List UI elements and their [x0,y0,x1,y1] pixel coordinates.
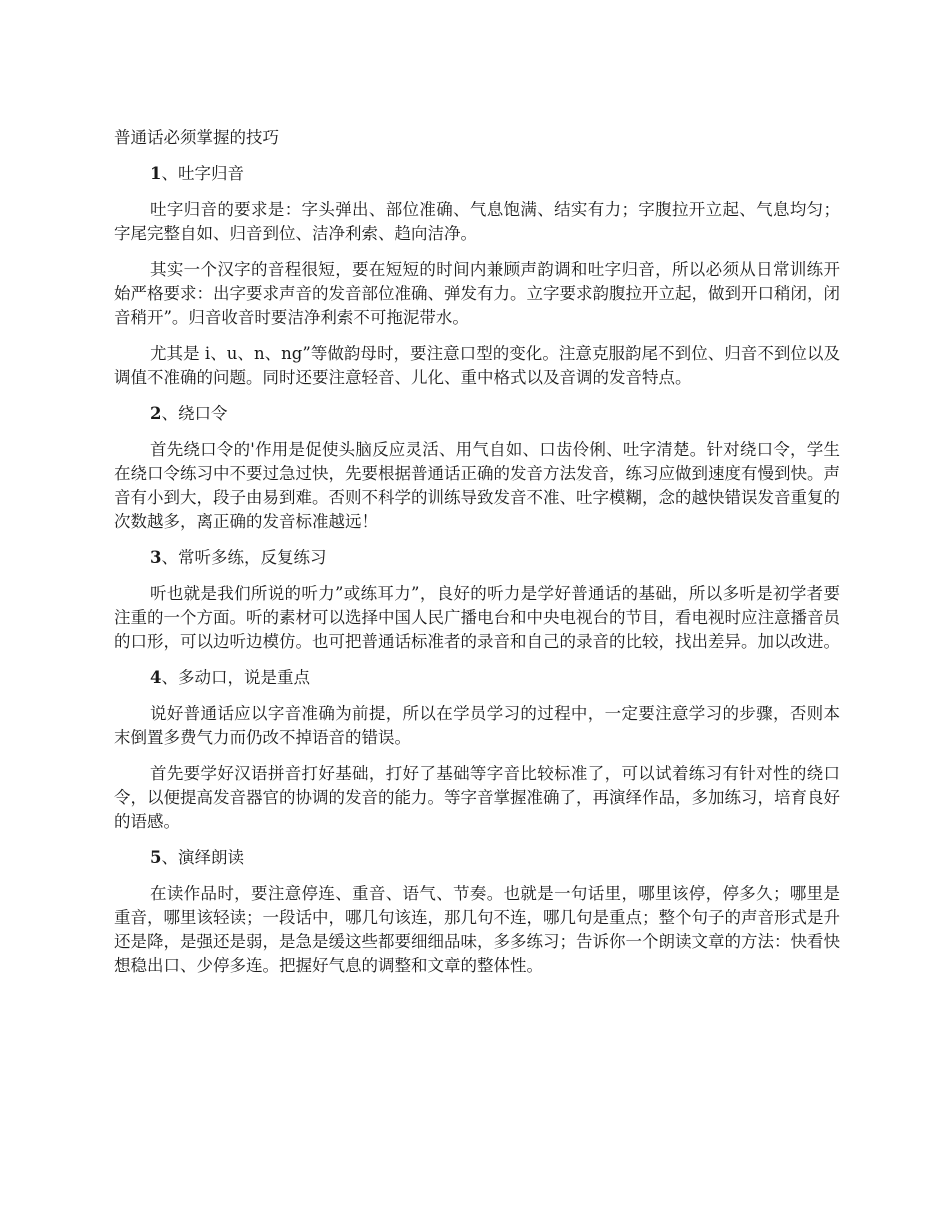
section-heading-text: 、演绎朗读 [161,848,244,867]
section-heading-text: 、多动口，说是重点 [161,668,310,687]
section-heading [114,402,840,426]
document-page [114,126,840,990]
section-heading [114,546,840,570]
section-number: 5 [150,848,162,867]
section-heading [114,846,840,870]
section-4 [114,666,840,834]
paragraph: 其实一个汉字的音程很短，要在短短的时间内兼顾声韵调和吐字归音，所以必须从日常训练开始严格要求：出字要求声音的发音部位准确、弹发有力。立字要求韵腹拉开立起，做到开口稍闭，闭音稍开”。归音收音时要洁净利索不可拖泥带水。 [114,260,840,327]
section-3 [114,546,840,654]
paragraph: 吐字归音的要求是：字头弹出、部位准确、气息饱满、结实有力；字腹拉开立起、气息均匀；字尾完整自如、归音到位、洁净利索、趋向洁净。 [114,200,840,243]
section-heading [114,666,840,690]
paragraph: 首先绕口令的'作用是促使头脑反应灵活、用气自如、口齿伶俐、吐字清楚。针对绕口令，学生在绕口令练习中不要过急过快，先要根据普通话正确的发音方法发音，练习应做到速度有慢到快。声音有小到大，段子由易到难。否则不科学的训练导致发音不准、吐字模糊，念的越快错误发音重复的次数越多，离正确的发音标准越远！ [114,440,840,531]
section-1 [114,162,840,390]
section-number: 3 [150,548,162,567]
paragraph: 说好普通话应以字音准确为前提，所以在学员学习的过程中，一定要注意学习的步骤，否则本末倒置多费气力而仍改不掉语音的错误。 [114,704,840,747]
section-number: 4 [150,668,162,687]
paragraph: 在读作品时，要注意停连、重音、语气、节奏。也就是一句话里，哪里该停，停多久；哪里是重音，哪里该轻读；一段话中，哪几句该连，那几句不连，哪几句是重点；整个句子的声音形式是升还是降，是强还是弱，是急是缓这些都要细细品味，多多练习；告诉你一个朗读文章的方法：快看快想稳出口、少停多连。把握好气息的调整和文章的整体性。 [114,884,840,975]
section-number: 2 [150,404,162,423]
section-heading-text: 、绕口令 [161,404,228,423]
paragraph: 尤其是 i、u、n、ng”等做韵母时，要注意口型的变化。注意克服韵尾不到位、归音不到位以及调值不准确的问题。同时还要注意轻音、儿化、重中格式以及音调的发音特点。 [114,344,840,387]
document-title: 普通话必须掌握的技巧 [114,128,279,147]
section-5 [114,846,840,978]
paragraph: 听也就是我们所说的听力”或练耳力”，良好的听力是学好普通话的基础，所以多听是初学者要注重的一个方面。听的素材可以选择中国人民广播电台和中央电视台的节目，看电视时应注意播音员的口形，可以边听边模仿。也可把普通话标准者的录音和自己的录音的比较，找出差异。加以改进。 [114,584,840,651]
section-heading-text: 、常听多练，反复练习 [161,548,327,567]
section-heading-text: 、吐字归音 [161,164,244,183]
section-2 [114,402,840,534]
section-number: 1 [150,164,162,183]
section-heading [114,162,840,186]
paragraph: 首先要学好汉语拼音打好基础，打好了基础等字音比较标准了，可以试着练习有针对性的绕口令，以便提高发音器官的协调的发音的能力。等字音掌握准确了，再演绎作品，多加练习，培育良好的语感。 [114,764,840,831]
